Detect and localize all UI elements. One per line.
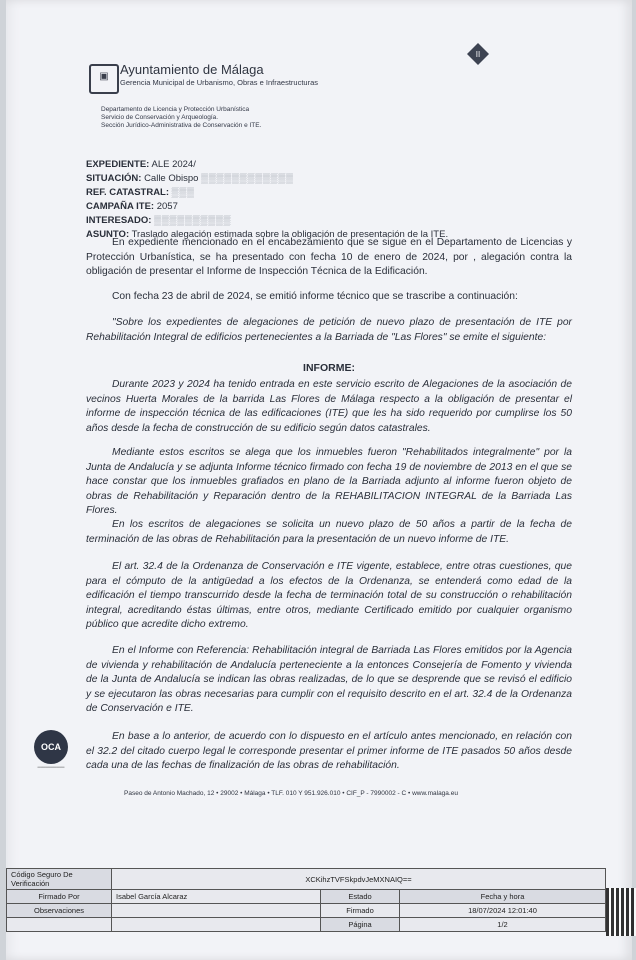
field-interesado: INTERESADO: ▒▒▒▒▒▒▒▒▒▒ [86,215,232,226]
informe-paragraph-6: En base a lo anterior, de acuerdo con lo dispuesto en el artículo antes mencionado, en relación con el 32.2 del citado cuerpo legal le corresponde presentar el primer informe de ITE pasados 50 años desde cada una de las fechas de finalización de las obras de rehabilitación. [86,731,572,771]
org-subtitle: Gerencia Municipal de Urbanismo, Obras e Infraestructuras [120,78,319,87]
code-value: XCKihzTVFSkpdvJeMXNAIQ== [112,869,606,890]
field-asunto: ASUNTO: Traslado alegación estimada sobre la obligación de presentación de la ITE. [86,229,449,240]
footer-address: Paseo de Antonio Machado, 12 • 29002 • Málaga • TLF. 010 Y 951.926.010 • CIF_P - 7990002 - C • www.malaga.eu [124,790,458,797]
field-ref-catastral: REF. CATASTRAL: ▒▒▒ [86,187,195,198]
file-fields [86,158,448,242]
page-label: Página [321,918,400,932]
date-value: 18/07/2024 12:01:40 [400,904,606,918]
document-page [6,0,632,960]
dept-line: Sección Jurídico-Administrativa de Conservación e ITE. [101,122,262,129]
state-label: Estado [321,890,400,904]
oca-seal-icon: OCA [34,730,68,764]
field-situacion: SITUACIÓN: Calle Obispo ▒▒▒▒▒▒▒▒▒▒▒▒ [86,173,294,184]
page-value: 1/2 [400,918,606,932]
department-block [101,106,261,130]
informe-paragraph-4: El art. 32.4 de la Ordenanza de Conservación e ITE vigente, establece, entre otras cuestiones, que para el cómputo de la antigüedad a los efectos de la Ordenanza, se entenderá como edad de la edificación el tiempo transcurrido desde la fecha de terminación total de su construcción o rehabilitación integral, acreditando éstas últimas, entre otros, mediante Certificado emitido por cualquier organismo público que acredite dicho extremo. [86,561,572,630]
observations-label: Observaciones [7,904,112,918]
code-label: Código Seguro De Verificación [7,869,112,890]
dept-line: Servicio de Conservación y Arqueología. [101,114,219,121]
paragraph-date: Con fecha 23 de abril de 2024, se emitió informe técnico que se trascribe a continuación: [112,291,518,302]
field-expediente: EXPEDIENTE: ALE 2024/ [86,159,196,170]
signed-by-label: Firmado Por [7,890,112,904]
informe-heading: INFORME: [303,362,355,374]
signed-by-value: Isabel García Alcaraz [112,890,321,904]
city-logo-icon: ▣ [89,64,119,94]
org-title: Ayuntamiento de Málaga [120,62,264,77]
empty-cell [7,918,112,932]
field-campana-ite: CAMPAÑA ITE: 2057 [86,201,178,212]
informe-paragraph-1: Durante 2023 y 2024 ha tenido entrada en este servicio escrito de Alegaciones de la asociación de vecinos Huerta Morales de la barrida Las Flores de Málaga respecto a la obligación de presentar el informe de inspección técnica de las edificaciones (ITE) que les ha sido requerido por cumplirse los 50 años desde la fecha de construcción de su edificio según datos catastrales. [86,379,572,434]
quote-intro: "Sobre los expedientes de alegaciones de petición de nuevo plazo de presentación de ITE por Rehabilitación Integral de edificios pertenecientes a la Barriada de "Las Flores" se emite el siguiente: [86,317,572,343]
informe-paragraph-5: En el Informe con Referencia: Rehabilitación integral de Barriada Las Flores emitidos por la Agencia de vivienda y rehabilitación de Andalucía perteneciente a la entonces Consejería de Fomento y vivienda de la Junta de Andalucía se indican las obras realizadas, de lo que se desprende que se revisó el edificio y se ejecutaron las obras necesarias para cumplir con el requisito descrito en el art. 32.4 de la Ordenanza de Conservación e ITE. [86,645,572,714]
oca-caption: ▔▔▔▔▔▔▔▔▔▔ [37,767,65,771]
observations-value [112,904,321,918]
state-value: Firmado [321,904,400,918]
org-header [120,62,318,87]
informe-paragraph-2: Mediante estos escritos se alega que los inmuebles fueron "Rehabilitados integralmente" por la Junta de Andalucía y se adjunta Informe técnico firmado con fecha 19 de noviembre de 2013 en el que se hace constar que los inmuebles grafiados en plano de la Barriada adjunto al informe fueron objeto de obras de Rehabilitación y Reparación dentro de la REHABILITACION INTEGRAL de la Barriada Las Flores. [86,447,572,516]
empty-cell [112,918,321,932]
diamond-badge-icon [466,42,490,66]
date-label: Fecha y hora [400,890,606,904]
paragraph-intro: En expediente mencionado en el encabezamiento que se sigue en el Departamento de Licencias y Protección Urbanística, se ha presentado con fecha 10 de enero de 2024, por , alegación contra la obligación de presentar el Informe de Inspección Técnica de la Edificación. [86,237,572,277]
badge-label: II [475,50,481,59]
dept-line: Departamento de Licencia y Protección Urbanística [101,106,250,113]
verification-table [6,868,606,932]
qr-code-icon [606,888,636,936]
informe-paragraph-3: En los escritos de alegaciones se solicita un nuevo plazo de 50 años a partir de la fecha de terminación de las obras de Rehabilitación para la presentación de un nuevo informe de ITE. [86,519,572,545]
